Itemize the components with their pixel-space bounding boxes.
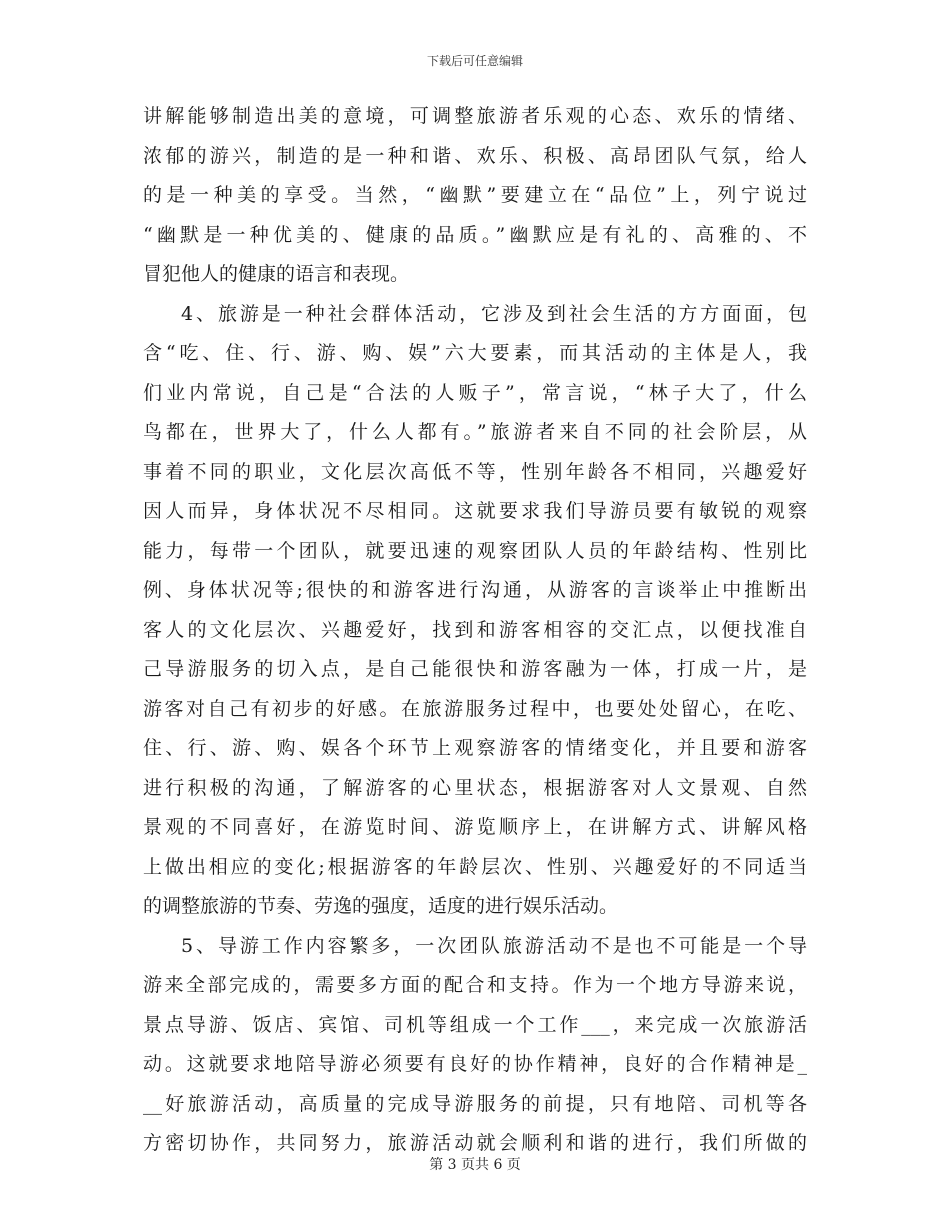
text-line: 上做出相应的变化;根据游客的年龄层次、性别、兴趣爱好的不同适当 <box>143 855 807 878</box>
text-line: 动。这就要求地陪导游必须要有良好的协作精神，良好的合作精神是_ <box>143 1053 807 1075</box>
text-line: 因人而异，身体状况不尽相同。这就要求我们导游员要有敏锐的观察 <box>143 500 807 522</box>
text-line: 的是一种美的享受。当然，“幽默”要建立在“品位”上，列宁说过 <box>143 184 807 206</box>
text-line: 们业内常说，自己是“合法的人贩子”，常言说，“林子大了，什么 <box>143 381 807 404</box>
text-line: 冒犯他人的健康的语言和表现。 <box>143 263 410 285</box>
text-line: 游来全部完成的，需要多方面的配合和支持。作为一个地方导游来说， <box>143 974 807 996</box>
text-line: 住、行、游、购、娱各个环节上观察游客的情绪变化，并且要和游客 <box>143 737 807 759</box>
text-line: 进行积极的沟通，了解游客的心里状态，根据游客对人文景观、自然 <box>143 776 807 799</box>
text-line: 客人的文化层次、兴趣爱好，找到和游客相容的交汇点，以便找准自 <box>143 618 807 641</box>
page-number: 第 3 页共 6 页 <box>429 1157 521 1173</box>
text-line: 景观的不同喜好，在游览时间、游览顺序上，在讲解方式、讲解风格 <box>143 816 807 838</box>
page-header <box>0 53 950 69</box>
text-line: 景点导游、饭店、宾馆、司机等组成一个工作___，来完成一次旅游活 <box>143 1013 807 1036</box>
paragraph-first-line: 4、旅游是一种社会群体活动，它涉及到社会生活的方方面面，包 <box>181 302 807 325</box>
text-line: 游客对自己有初步的好感。在旅游服务过程中，也要处处留心，在吃、 <box>143 697 807 720</box>
paragraph-first-line: 5、导游工作内容繁多，一次团队旅游活动不是也不可能是一个导 <box>181 934 807 957</box>
text-line: 能力，每带一个团队，就要迅速的观察团队人员的年龄结构、性别比 <box>143 539 807 562</box>
text-line: __好旅游活动，高质量的完成导游服务的前提，只有地陪、司机等各 <box>143 1092 807 1115</box>
text-line: “幽默是一种优美的、健康的品质。”幽默应是有礼的、高雅的、不 <box>143 223 807 246</box>
text-line: 鸟都在，世界大了，什么人都有。”旅游者来自不同的社会阶层，从 <box>143 421 807 443</box>
text-line: 浓郁的游兴，制造的是一种和谐、欢乐、积极、高昂团队气氛，给人 <box>143 144 807 167</box>
text-line: 含“吃、住、行、游、购、娱”六大要素，而其活动的主体是人，我 <box>143 342 807 364</box>
text-line: 事着不同的职业，文化层次高低不等，性别年龄各不相同，兴趣爱好 <box>143 460 807 483</box>
text-line: 方密切协作，共同努力，旅游活动就会顺利和谐的进行，我们所做的 <box>143 1132 807 1154</box>
text-line: 例、身体状况等;很快的和游客进行沟通，从游客的言谈举止中推断出 <box>143 579 807 601</box>
text-line: 的调整旅游的节奏、劳逸的强度，适度的进行娱乐活动。 <box>143 895 619 917</box>
page-footer <box>0 1156 950 1174</box>
document-body <box>143 97 807 1164</box>
text-line: 讲解能够制造出美的意境，可调整旅游者乐观的心态、欢乐的情绪、 <box>143 105 807 127</box>
header-note: 下载后可任意编辑 <box>426 54 523 68</box>
text-line: 己导游服务的切入点，是自己能很快和游客融为一体，打成一片，是 <box>143 658 807 680</box>
